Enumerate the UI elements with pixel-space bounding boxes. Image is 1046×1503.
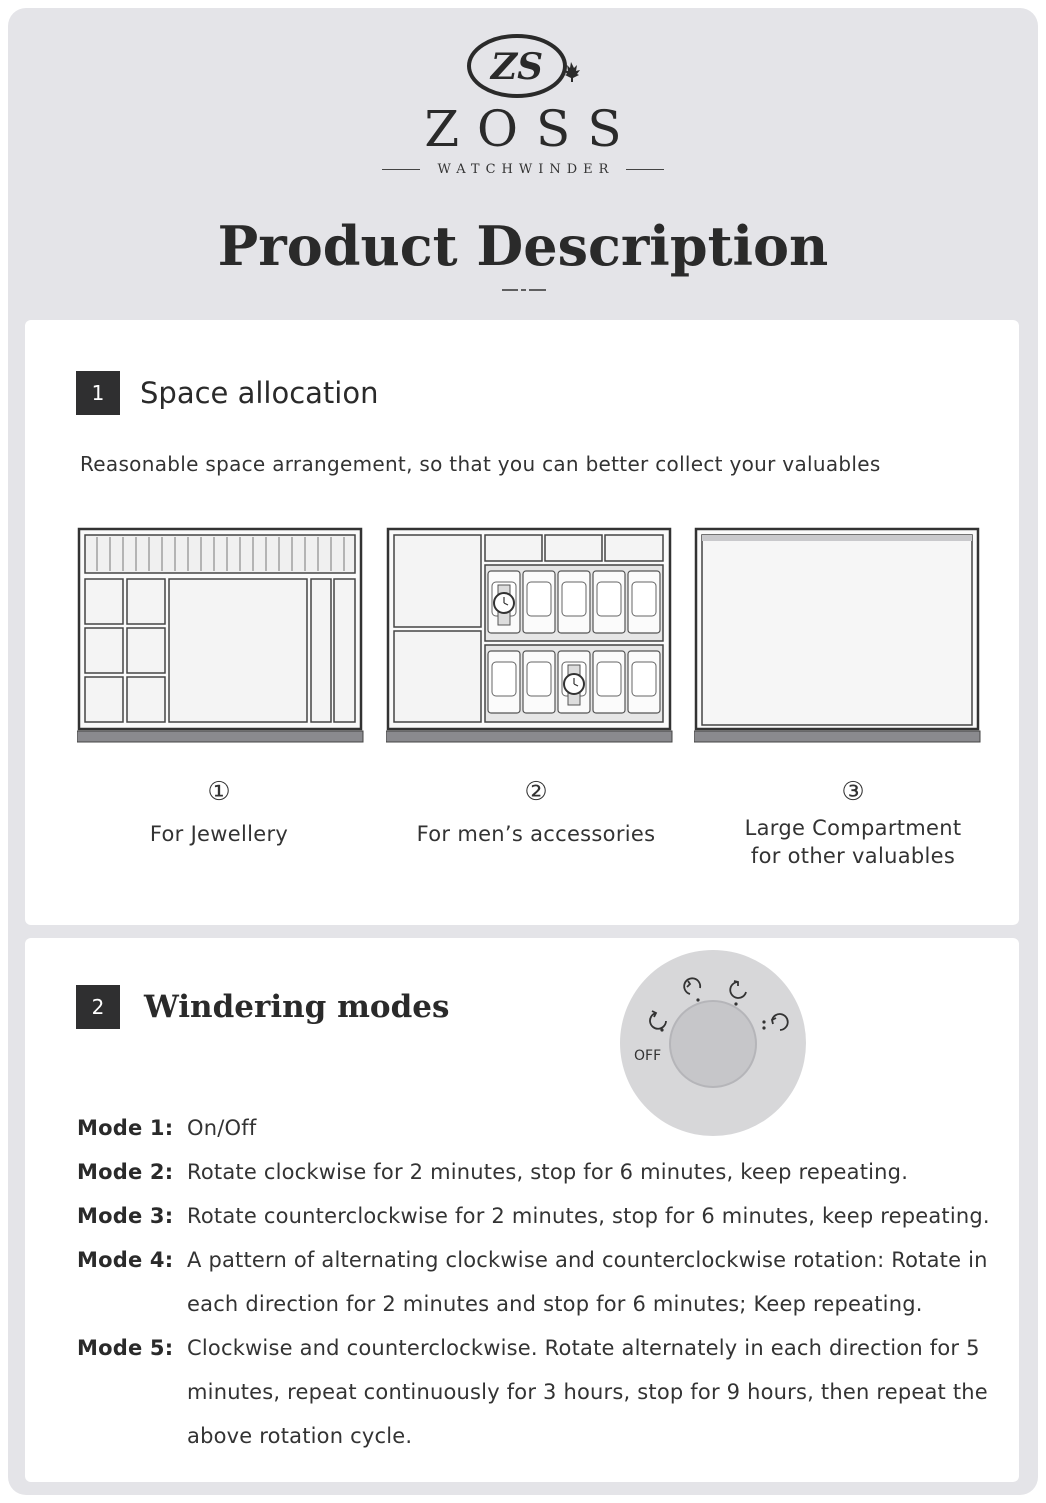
- header: [0, 0, 1046, 310]
- tray-caption-line: For men’s accessories: [416, 822, 656, 846]
- large-compartment-tray-illustration: [694, 527, 989, 749]
- tray-caption: [703, 778, 1003, 870]
- mode-label: Mode 5:: [77, 1336, 174, 1360]
- tray-caption-line: for other valuables: [750, 844, 956, 868]
- mode-item: [77, 1150, 997, 1194]
- tray-number: ③: [841, 777, 865, 807]
- tray-caption-line: Large Compartment: [744, 816, 962, 840]
- windering-modes-card: [25, 938, 1019, 1482]
- logo-initials: ZS: [490, 46, 544, 88]
- brand-logo-icon: [464, 30, 584, 100]
- tray-caption: [386, 778, 686, 848]
- section-title: Space allocation: [140, 376, 379, 410]
- page-title: Product Description: [217, 214, 829, 278]
- mode-label: Mode 2:: [77, 1160, 174, 1184]
- mode-description: Rotate clockwise for 2 minutes, stop for 6 minutes, keep repeating.: [187, 1160, 909, 1184]
- sub-brand-row: [0, 162, 1046, 177]
- section-heading: [76, 985, 449, 1029]
- mode-description: A pattern of alternating clockwise and counterclockwise rotation: Rotate in each direction for 2 minutes and stop for 6 minutes; Keep repeating.: [187, 1248, 988, 1316]
- mode-label: Mode 1:: [77, 1116, 174, 1140]
- tray-number: ②: [524, 777, 548, 807]
- section-number-badge: 2: [76, 985, 120, 1029]
- brand-name: ZOSS: [424, 100, 640, 158]
- mode-description: Rotate counterclockwise for 2 minutes, stop for 6 minutes, keep repeating.: [187, 1204, 990, 1228]
- tray-caption: [69, 778, 369, 848]
- mode-item: [77, 1194, 997, 1238]
- section-intro: Reasonable space arrangement, so that you can better collect your valuables: [80, 452, 881, 476]
- section-heading: [76, 371, 379, 415]
- divider: [626, 169, 664, 171]
- mode-description: On/Off: [187, 1116, 257, 1140]
- divider: [382, 169, 420, 171]
- mens-accessories-tray-illustration: [386, 527, 681, 749]
- mode-item: [77, 1106, 997, 1150]
- mode-description: Clockwise and counterclockwise. Rotate alternately in each direction for 5 minutes, repeat continuously for 3 hours, stop for 9 hours, then repeat the above rotation cycle.: [187, 1336, 988, 1448]
- sub-brand: WATCHWINDER: [437, 162, 615, 177]
- section-number-badge: 1: [76, 371, 120, 415]
- space-allocation-card: [25, 320, 1019, 925]
- tray-number: ①: [207, 777, 231, 807]
- mode-label: Mode 4:: [77, 1248, 174, 1272]
- title-underline: [502, 287, 546, 293]
- mode-item: [77, 1326, 997, 1458]
- jewellery-tray-illustration: [77, 527, 372, 749]
- modes-list: [77, 1106, 997, 1458]
- mode-label: Mode 3:: [77, 1204, 174, 1228]
- tray-caption-line: For Jewellery: [149, 822, 289, 846]
- section-title: Windering modes: [144, 989, 450, 1025]
- dial-off-label: OFF: [634, 1048, 662, 1064]
- mode-item: [77, 1238, 997, 1326]
